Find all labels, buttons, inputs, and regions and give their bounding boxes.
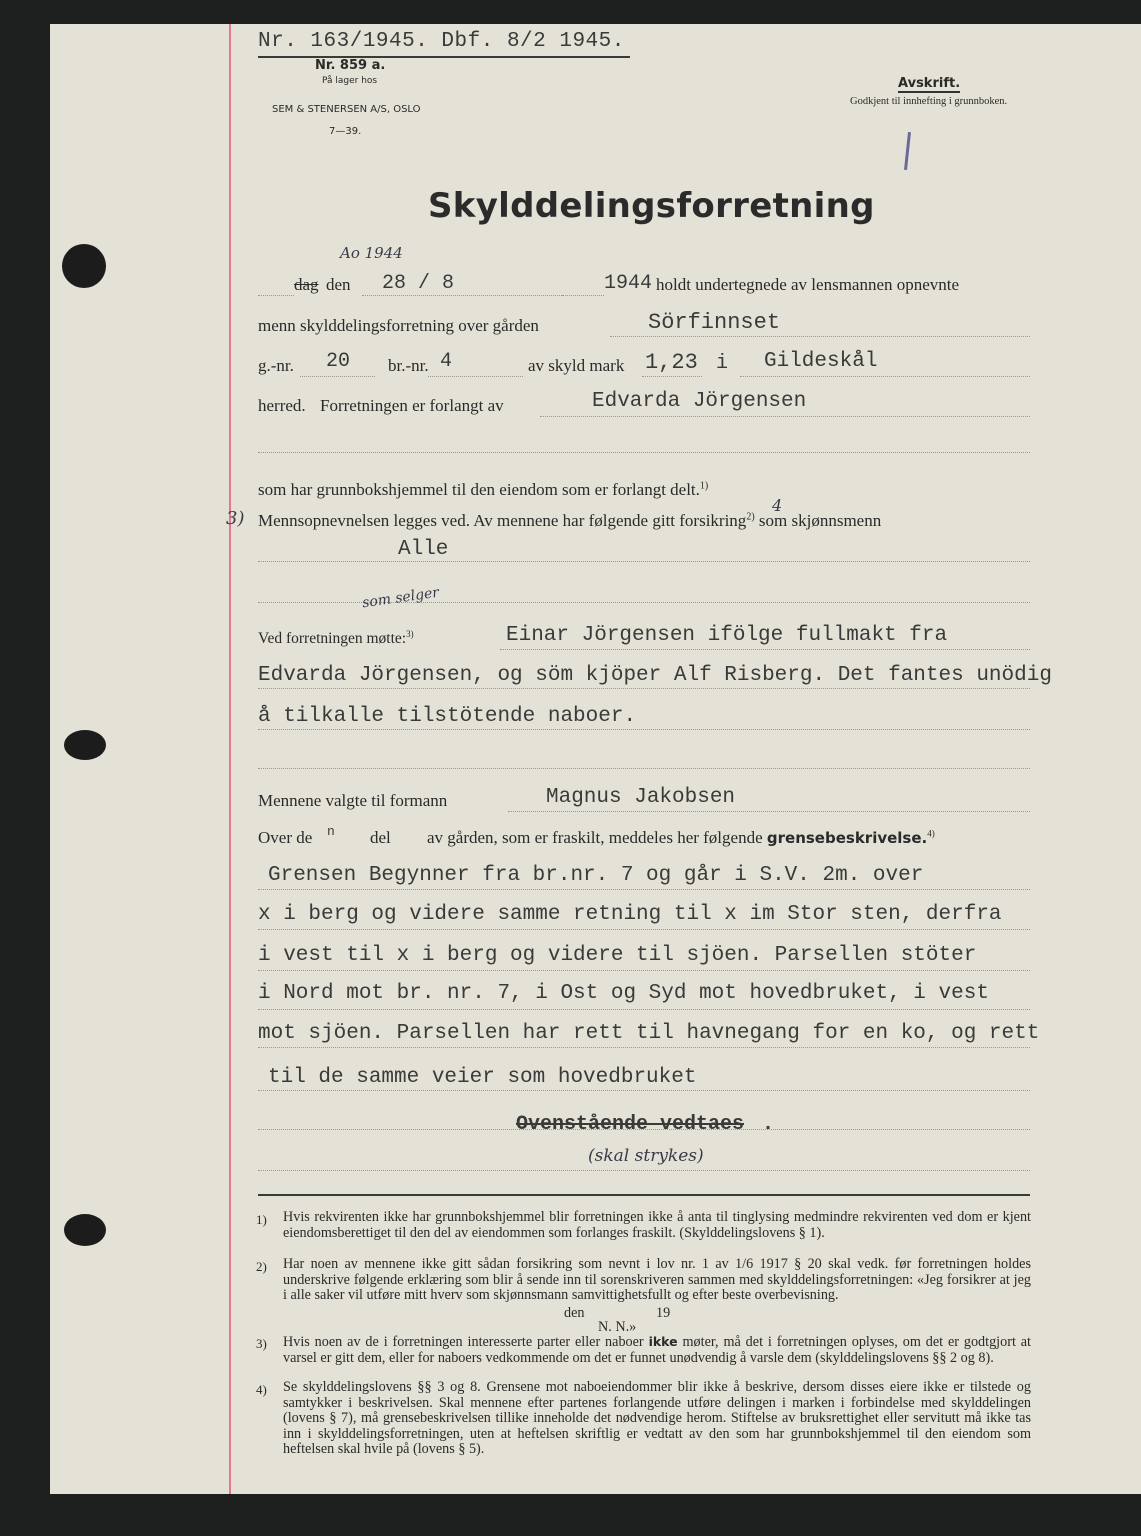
footnote-3 — [283, 1334, 1031, 1366]
date-field: 28 / 8 — [382, 272, 455, 295]
boundary-prefix: Over de — [258, 828, 313, 847]
closing-period: . — [762, 1113, 775, 1136]
handwritten-ref: 4 — [772, 496, 783, 515]
publisher-line2: SEM & STENERSEN A/S, OSLO — [272, 104, 421, 115]
fill-line — [258, 1009, 1030, 1010]
appointment-suffix: som skjønnsmenn — [758, 511, 882, 530]
copy-label: Avskrift. — [898, 76, 961, 91]
fill-line — [500, 649, 1030, 650]
punch-hole — [62, 244, 106, 288]
footnote-3-text: Hvis noen av de i forretningen interesserte parter eller naboer — [283, 1334, 644, 1350]
boundary-line: mot sjöen. Parsellen har rett til havnegang for en ko, og rett — [258, 1022, 1040, 1045]
gnr-field: 20 — [326, 350, 351, 373]
handwritten-year-correction: Ao 1944 — [340, 244, 403, 262]
bnr-label: br.-nr. — [388, 356, 429, 375]
footnote-number: 3) — [256, 1336, 267, 1351]
struck-prefix: dag — [294, 275, 319, 294]
footnote-2-den: den — [564, 1305, 585, 1321]
attendees-line-2: Edvarda Jörgensen, og söm kjöper Alf Risberg. Det fantes unödig — [258, 664, 1052, 687]
gnr-label: g.-nr. — [258, 356, 294, 375]
line1-suffix: holdt undertegnede av lensmannen opnevnte — [656, 275, 960, 294]
boundary-line: Grensen Begynner fra br.nr. 7 og går i S.V. 2m. over — [268, 864, 924, 887]
boundary-term: grensebeskrivelse. — [766, 829, 928, 847]
fill-line — [258, 929, 1030, 930]
boundary-line: i Nord mot br. nr. 7, i Ost og Syd mot hovedbruket, i vest — [258, 982, 989, 1005]
footnote-2: Har noen av mennene ikke gitt sådan forsikring som nevnt i lov nr. 1 av 1/6 1917 § 20 skal vedk. før forretningen holdes underskrive følgende erklæring som blir å sende inn til sorenskriveren sammen med skylddelingsforretningen: «Jeg forsikrer at jeg i alle saker vil utføre mitt hverv som skjønnsmann samvittighetsfullt og efter beste overbevisning. — [283, 1256, 1031, 1304]
fill-line — [258, 1047, 1030, 1048]
footnote-ref-3[interactable]: 3) — [406, 629, 414, 639]
municipality-field: Gildeskål — [764, 350, 878, 373]
skyld-field: 1,23 — [645, 350, 698, 375]
document-title: Skylddelingsforretning — [428, 186, 875, 226]
typed-insert: n — [327, 824, 335, 839]
margin-rule — [229, 24, 231, 1494]
appointment-text-body: Mennsopnevnelsen legges ved. Av mennene har følgende gitt forsikring — [258, 511, 747, 530]
header-underline — [258, 56, 630, 58]
attendees-label — [258, 629, 414, 648]
footnote-3-text-after: møter, må det i forretningen oplyses, om det er godtgjort at varsel er gitt dem, eller for naboers vedkommende om det er funnet unødvendig å varsle dem (skylddelingslovens §§ 2 og 8). — [283, 1334, 1032, 1366]
boundary-intro — [427, 828, 935, 848]
label-den: den — [326, 275, 351, 294]
punch-hole — [64, 730, 106, 760]
footnote-ref-4[interactable]: 4) — [927, 828, 935, 839]
footnote-2-year: 19 — [656, 1305, 671, 1321]
publisher-date: 7—39. — [329, 126, 362, 137]
herred-label: herred. — [258, 396, 306, 415]
footnote-ref-1[interactable]: 1) — [699, 480, 709, 492]
footnote-number: 2) — [256, 1259, 267, 1274]
del-label: del — [370, 828, 391, 847]
requester-field: Edvarda Jörgensen — [592, 390, 807, 413]
i-label: i — [716, 352, 729, 375]
year-field: 1944 — [604, 272, 653, 295]
chairman-label: Mennene valgte til formann — [258, 791, 448, 810]
ownership-text-body: som har grunnbokshjemmel til den eiendom som er forlangt delt. — [258, 480, 700, 499]
footnote-3-bold: ikke — [648, 1334, 678, 1349]
fill-line — [540, 416, 1030, 417]
fill-line — [428, 376, 523, 377]
footnote-1: Hvis rekvirenten ikke har grunnbokshjemmel blir forretningen ikke å anta til tinglysing medmindre rekvirenten ved dom er kjent eiendomsberettiget til den del av eiendommen som forlanges fraskilt. (Skylddelingslovens § 1). — [283, 1209, 1031, 1241]
fill-line — [258, 561, 1030, 562]
fill-line — [642, 376, 702, 377]
fill-line — [258, 1090, 1030, 1091]
boundary-line: til de samme veier som hovedbruket — [268, 1066, 697, 1089]
attendees-line-1: Einar Jörgensen ifölge fullmakt fra — [506, 624, 948, 647]
fill-line — [258, 889, 1030, 890]
footnote-ref-2[interactable]: 2) — [746, 511, 755, 523]
requester-label: Forretningen er forlangt av — [320, 396, 504, 415]
margin-mark: 3) — [226, 508, 245, 529]
fill-line — [258, 970, 1030, 971]
registration-number: Nr. 163/1945. Dbf. 8/2 1945. — [258, 30, 625, 53]
boundary-line: x i berg og videre samme retning til x im Stor sten, derfra — [258, 903, 1002, 926]
boundary-intro-text: av gården, som er fraskilt, meddeles her følgende — [427, 828, 763, 847]
fill-line — [258, 768, 1030, 769]
ownership-text — [258, 480, 708, 500]
sworn-men-field: Alle — [398, 538, 449, 561]
farm-name-field: Sörfinnset — [648, 310, 781, 335]
attendees-line-3: å tilkalle tilstötende naboer. — [258, 705, 637, 728]
footnote-number: 1) — [256, 1212, 267, 1227]
footnote-4: Se skylddelingslovens §§ 3 og 8. Grensene mot naboeiendommer blir ikke å beskrive, dersom disses eiere ikke er tilstede og samtykker i beskrivelsen. Skal mennene efter partenes forlangende utføre delingen i marken i forbindelse med skylddelingen (lovens § 7), må grensebeskrivelsen tillike inneholde det nødvendige herom. Stiftelse av bruksrettighet eller servitutt må ikke tas inn i skylddelingsforretningen, uten at heftelsen skriftlig er vedtatt av den som har grunnbokshjemmel til den eiendom som heftelsen skal hvile på (lovens § 5). — [283, 1379, 1031, 1458]
approval-text: Godkjent til innhefting i grunnboken. — [850, 96, 1008, 107]
skyld-label: av skyld mark — [528, 356, 625, 375]
bnr-field: 4 — [440, 350, 453, 373]
punch-hole — [64, 1214, 106, 1246]
fill-line — [508, 811, 1030, 812]
fill-line — [258, 1170, 1030, 1171]
appointment-text — [258, 511, 881, 531]
fill-line — [258, 729, 1030, 730]
fill-line — [258, 295, 294, 296]
form-number: Nr. 859 a. — [315, 58, 386, 73]
publisher-line1: På lager hos — [322, 76, 378, 86]
fill-line — [362, 295, 562, 296]
handwritten-note: (skal strykes) — [588, 1146, 704, 1166]
fill-line — [562, 295, 604, 296]
fill-line — [740, 376, 1030, 377]
fill-line — [258, 688, 1030, 689]
closing-struck: Ovenstående vedtaes — [516, 1113, 745, 1136]
fill-line — [258, 452, 1030, 453]
footnote-separator — [258, 1194, 1030, 1196]
fill-line — [300, 376, 375, 377]
footnote-number: 4) — [256, 1382, 267, 1397]
fill-line — [610, 336, 1030, 337]
farm-label: menn skylddelingsforretning over gården — [258, 316, 539, 335]
handwritten-insert: som selger — [361, 584, 440, 612]
attendees-label-text: Ved forretningen møtte: — [258, 630, 407, 648]
footnote-2-signature: N. N.» — [598, 1319, 637, 1335]
boundary-line: i vest til x i berg og videre til sjöen. Parsellen stöter — [258, 944, 977, 967]
chairman-field: Magnus Jakobsen — [546, 786, 736, 809]
